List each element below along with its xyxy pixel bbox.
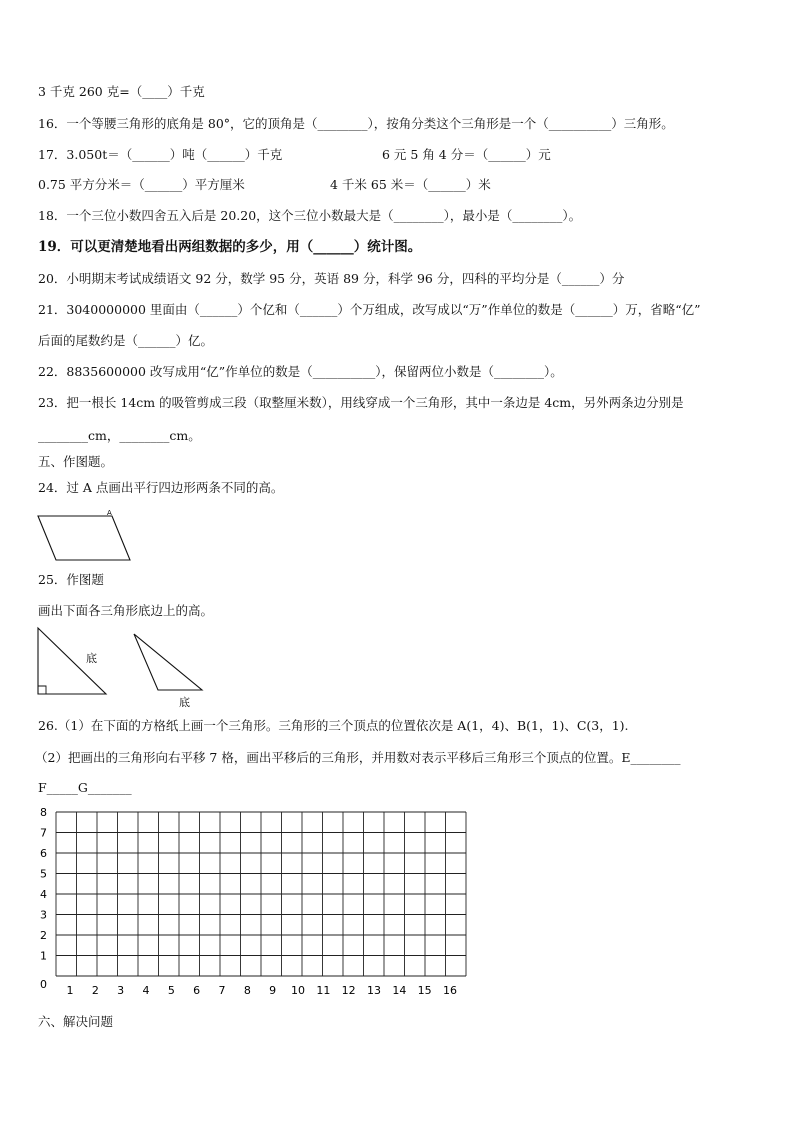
question-18: 18．一个三位小数四舍五入后是 20.20，这个三位小数最大是（________），最小是（________）。 — [38, 208, 582, 223]
question-17-d: 4 千米 65 米＝（______）米 — [330, 177, 491, 192]
question-17-c: 0.75 平方分米＝（______）平方厘米 — [38, 177, 245, 192]
grid-x-label: 13 — [367, 984, 381, 997]
question-25-title: 25．作图题 — [38, 572, 104, 587]
question-17-b: 6 元 5 角 4 分＝（______）元 — [382, 147, 551, 162]
question-24: 24．过 A 点画出平行四边形两条不同的高。 — [38, 480, 284, 495]
grid-x-label: 1 — [66, 984, 74, 997]
grid-x-label: 7 — [218, 984, 226, 997]
grid-origin-label: 0 — [40, 978, 47, 991]
grid-y-label: 5 — [40, 867, 47, 881]
grid-x-label: 16 — [443, 984, 457, 997]
question-20: 20．小明期末考试成绩语文 92 分，数学 95 分，英语 89 分，科学 96 分，四科的平均分是（______）分 — [38, 271, 625, 286]
question-17-a: 17．3.050t＝（______）吨（______）千克 — [38, 147, 283, 162]
question-19: 19．可以更清楚地看出两组数据的多少，用（______）统计图。 — [38, 239, 422, 255]
grid-y-label: 6 — [40, 847, 47, 860]
question-23-a: 23．把一根长 14cm 的吸管剪成三段（取整厘米数），用线穿成一个三角形，其中一条边是 4cm，另外两条边分别是 — [38, 395, 684, 410]
parallelogram-vertex-label: A — [107, 509, 112, 517]
grid-x-label: 6 — [193, 984, 201, 997]
question-26-part-1: 26.（1）在下面的方格纸上画一个三角形。三角形的三个顶点的位置依次是 A(1，4)、B(1，1)、C(3，1). — [38, 718, 629, 733]
grid-y-label: 4 — [40, 888, 47, 901]
triangle-2-base-label: 底 — [179, 696, 190, 709]
grid-y-label: 3 — [40, 908, 47, 922]
grid-x-label: 4 — [142, 984, 150, 997]
grid-y-label: 7 — [40, 826, 47, 840]
grid-x-label: 12 — [341, 984, 356, 997]
q15-tail: 3 千克 260 克=（____）千克 — [38, 84, 205, 99]
grid-x-label: 5 — [167, 984, 175, 997]
grid-x-label: 11 — [316, 984, 331, 997]
grid-x-label: 10 — [291, 984, 305, 997]
question-16: 16．一个等腰三角形的底角是 80°，它的顶角是（________），按角分类这个三角形是一个（__________）三角形。 — [38, 116, 674, 131]
grid-x-label: 3 — [117, 984, 125, 997]
section-6-title: 六、解决问题 — [38, 1014, 114, 1029]
grid-x-label: 8 — [243, 984, 251, 997]
section-5-title: 五、作图题。 — [38, 454, 114, 469]
question-23-b: ________cm，________cm。 — [38, 428, 201, 443]
grid-y-label: 2 — [40, 929, 47, 942]
grid-x-label: 15 — [417, 984, 432, 997]
grid-y-label: 8 — [40, 806, 47, 819]
question-21-a: 21．3040000000 里面由（______）个亿和（______）个万组成，改写成以“万”作单位的数是（______）万，省略“亿” — [38, 302, 701, 317]
grid-x-label: 14 — [392, 984, 407, 997]
question-22: 22．8835600000 改写成用“亿”作单位的数是（__________），保留两位小数是（________）。 — [38, 364, 563, 379]
triangle-1-base-label: 底 — [86, 652, 97, 665]
question-26-part-2: （2）把画出的三角形向右平移 7 格，画出平移后的三角形，并用数对表示平移后三角形三个顶点的位置。E________ — [35, 750, 681, 765]
question-25-instruction: 画出下面各三角形底边上的高。 — [38, 603, 214, 618]
grid-x-label: 9 — [269, 984, 277, 997]
question-21-b: 后面的尾数约是（______）亿。 — [38, 333, 214, 348]
grid-y-label: 1 — [40, 949, 47, 963]
question-26-answers: F_____G_______ — [38, 780, 132, 795]
grid-x-label: 2 — [91, 984, 99, 997]
